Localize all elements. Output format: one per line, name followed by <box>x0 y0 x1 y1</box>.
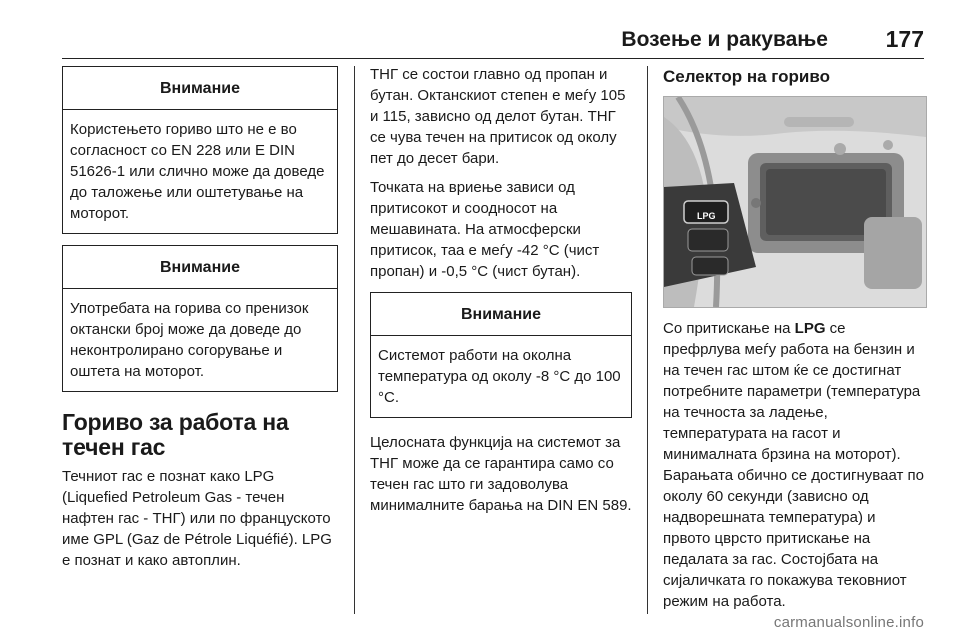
column-2 <box>370 64 632 524</box>
notice-box-octane <box>62 245 338 392</box>
notice-box-temperature <box>370 292 632 418</box>
notice-title: Внимание <box>371 293 631 336</box>
footer-watermark: carmanualsonline.info <box>773 614 924 631</box>
column-3 <box>663 66 925 620</box>
paragraph-boiling-point: Точката на вриење зависи од притисокот и соодносот на мешавината. На атмосферски притисок, таа е меѓу -42 °C (чист пропан) и -0,5 °C (чист бутан). <box>370 179 600 280</box>
notice-body: Употребата на горива со пренизок октански број може да доведе до неконтролирано согорување и оштета на моторот. <box>70 300 309 380</box>
notice-box-fuel-standard <box>62 66 338 234</box>
running-title: Возење и ракување <box>621 28 828 51</box>
lpg-button-label: LPG <box>697 211 716 221</box>
paragraph-lpg-intro: Течниот гас е познат како LPG (Liquefied Petroleum Gas - течен нафтен гас - ТНГ) или по француското име GPL (Gaz de Pétrole Liquéfié). LPG е познат и како автоплин. <box>62 468 332 569</box>
dashboard-drawing <box>664 97 926 307</box>
paragraph-suffix: се префрлува меѓу работа на бензин и на течен гас штом ќе се достигнат потребните параметри (температура на течноста за ладење, температурата на гасот и минималната брзина на моторот). Барањата обично се достигнуваат по околу 60 секунди (зависно од надворешната температура) и првото цврсто притискање на педалата за гас. Состојбата на сијаличката го покажува тековниот режим на работа. <box>663 320 924 610</box>
paragraph-din-en-589: Целосната функција на системот за ТНГ може да се гарантира само со течен гас што ги задоволува минималните барања на DIN EN 589. <box>370 434 632 514</box>
column-divider-left <box>354 66 355 614</box>
notice-title: Внимание <box>63 246 337 289</box>
notice-body: Системот работи на околна температура од околу -8 °C до 100 °C. <box>378 347 621 406</box>
notice-title: Внимание <box>63 67 337 110</box>
sub-heading-fuel-selector: Селектор на гориво <box>663 67 830 86</box>
page-number: 177 <box>885 26 924 52</box>
lpg-button-ref: LPG <box>794 320 826 337</box>
notice-body: Користењето гориво што не е во согласност со EN 228 или E DIN 51626-1 или слично може да доведе до таложење или оштетување на моторот. <box>70 121 325 222</box>
paragraph-prefix: Со притискање на <box>663 320 795 337</box>
paragraph-lpg-composition: ТНГ се состои главно од пропан и бутан. Октанскиот степен е меѓу 105 и 115, зависно од делот бутан. ТНГ се чува течен на притисок од околу пет до десет бари. <box>370 66 626 167</box>
column-divider-right <box>647 66 648 614</box>
column-1 <box>62 66 338 579</box>
fuel-selector-illustration <box>663 96 927 308</box>
header-rule <box>62 58 924 59</box>
paragraph-fuel-selector <box>663 318 925 612</box>
section-heading-lpg: Гориво за работа на течен гас <box>62 409 289 460</box>
